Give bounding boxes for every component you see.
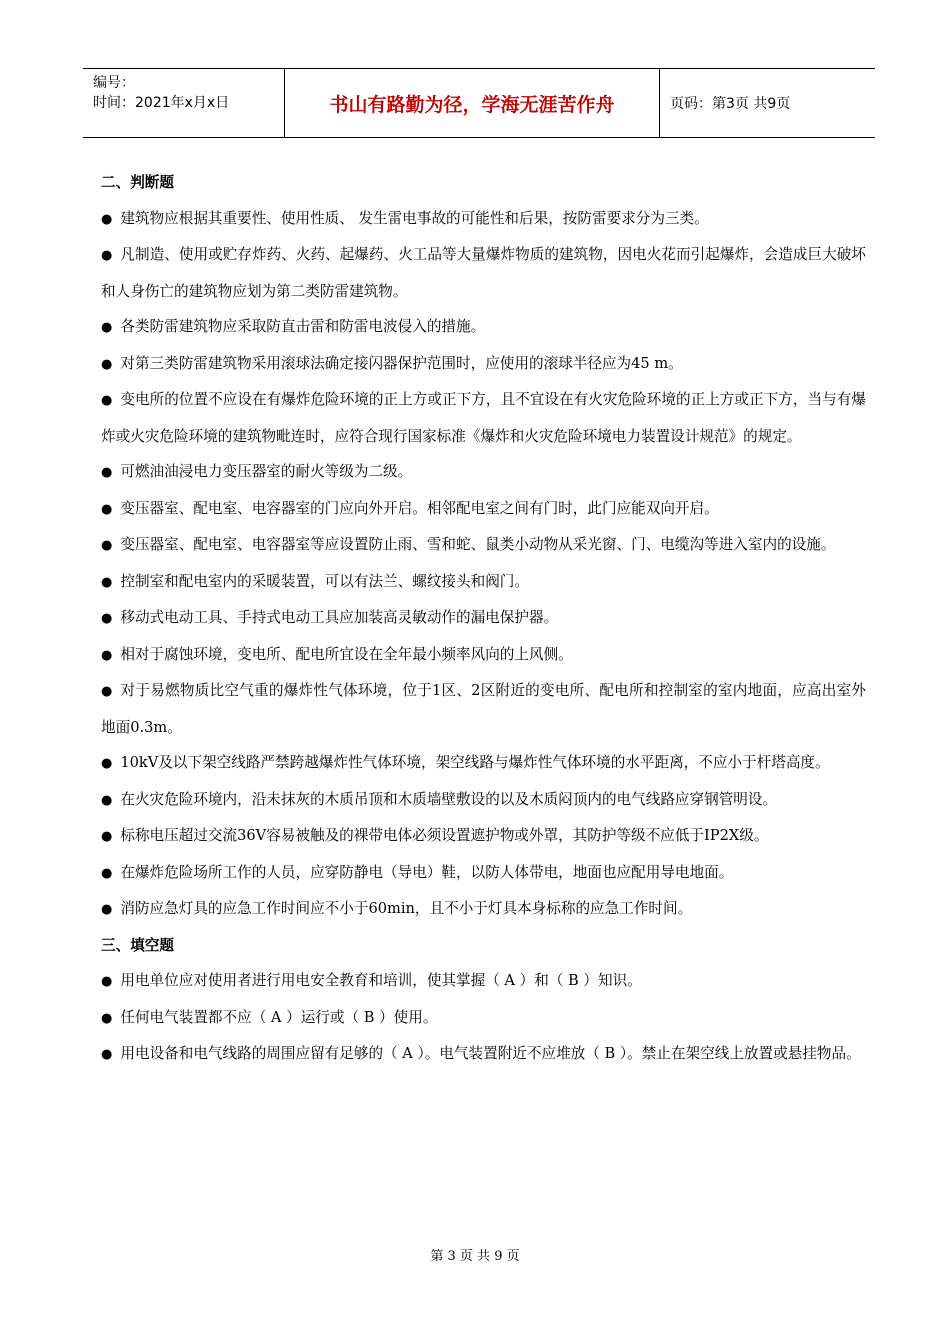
bullet-icon: ● (101, 1010, 113, 1026)
bullet-icon: ● (101, 211, 113, 227)
list-item (101, 201, 866, 238)
item-text: 相对于腐蚀环境，变电所、配电所宜设在全年最小频率风向的上风侧。 (120, 645, 573, 663)
bullet-icon: ● (101, 248, 113, 263)
list-item (101, 346, 866, 383)
header-page-label: 页码：第3页 共9页 (670, 96, 791, 112)
bullet-icon: ● (101, 792, 113, 808)
list-item (101, 637, 866, 674)
list-item (101, 600, 866, 637)
item-text: 在爆炸危险场所工作的人员，应穿防静电（导电）鞋，以防人体带电，地面也应配用导电地面。 (120, 863, 734, 881)
section-title: 三、填空题 (101, 936, 174, 954)
item-text: 对于易燃物质比空气重的爆炸性气体环境，位于1区、2区附近的变电所、配电所和控制室的室内地面，应高出室外地面0.3m。 (101, 682, 867, 736)
list-item (101, 745, 866, 782)
bullet-icon: ● (101, 902, 113, 917)
page-footer: 第 3 页 共 9 页 (430, 1249, 520, 1264)
item-text: 变压器室、配电室、电容器室等应设置防止雨、雪和蛇、鼠类小动物从采光窗、门、电缆沟等进入室内的设施。 (120, 536, 836, 553)
item-text: 对第三类防雷建筑物采用滚球法确定接闪器保护范围时，应使用的滚球半径应为45 m。 (120, 354, 683, 372)
item-text: 凡制造、使用或贮存炸药、火药、起爆药、火工品等大量爆炸物质的建筑物，因电火花而引起爆炸，会造成巨大破坏和人身伤亡的建筑物应划为第二类防雷建筑物。 (101, 246, 866, 300)
list-item (101, 818, 866, 855)
list-item (101, 382, 866, 454)
bullet-icon: ● (101, 647, 113, 663)
list-item (101, 564, 866, 601)
list-item (101, 855, 866, 892)
section-title: 二、判断题 (101, 174, 174, 191)
bullet-icon: ● (101, 465, 113, 480)
bullet-icon: ● (101, 1047, 113, 1062)
bullet-icon: ● (101, 574, 113, 590)
bullet-icon: ● (101, 538, 113, 553)
list-item (101, 309, 866, 346)
list-item (101, 454, 866, 491)
header-meta (83, 69, 285, 137)
item-text: 建筑物应根据其重要性、使用性质、 发生雷电事故的可能性和后果，按防雷要求分为三类。 (120, 209, 709, 227)
list-item (101, 963, 866, 1000)
list-item (101, 491, 866, 528)
item-text: 10kV及以下架空线路严禁跨越爆炸性气体环境，架空线路与爆炸性气体环境的水平距离，不应小于杆塔高度。 (120, 754, 830, 771)
list-item (101, 527, 866, 564)
item-text: 各类防雷建筑物应采取防直击雷和防雷电波侵入的措施。 (120, 318, 486, 335)
item-text: 用电单位应对使用者进行用电安全教育和培训，使其掌握（ A ）和（ B ）知识。 (120, 972, 642, 989)
item-text: 任何电气装置都不应（ A ）运行或（ B ）使用。 (120, 1008, 438, 1026)
item-text: 变电所的位置不应设在有爆炸危险环境的正上方或正下方，且不宜设在有火灾危险环境的正上方或正下方，当与有爆炸或火灾危险环境的建筑物毗连时，应符合现行国家标准《爆炸和火灾危险环境电力装置设计规范》的规定。 (101, 391, 866, 445)
bullet-icon: ● (101, 393, 113, 408)
list-item (101, 673, 866, 745)
list-item (101, 891, 866, 928)
item-text: 移动式电动工具、手持式电动工具应加装高灵敏动作的漏电保护器。 (120, 609, 559, 626)
bullet-icon: ● (101, 829, 113, 844)
number-label: 编号： (93, 75, 135, 91)
item-text: 用电设备和电气线路的周围应留有足够的（ A ）。电气装置附近不应堆放（ B ）。禁止在架空线上放置或悬挂物品。 (120, 1045, 861, 1062)
bullet-icon: ● (101, 974, 113, 989)
bullet-icon: ● (101, 865, 113, 881)
list-item (101, 237, 866, 309)
item-text: 在火灾危险环境内，沿未抹灰的木质吊顶和木质墙壁敷设的以及木质闷顶内的电气线路应穿钢管明设。 (120, 790, 778, 808)
header-table (83, 68, 875, 138)
item-text: 可燃油油浸电力变压器室的耐火等级为二级。 (120, 463, 413, 480)
list-item (101, 782, 866, 819)
list-item (101, 1036, 866, 1073)
bullet-icon: ● (101, 684, 113, 699)
bullet-icon: ● (101, 501, 113, 517)
item-text: 消防应急灯具的应急工作时间应不小于60min，且不小于灯具本身标称的应急工作时间。 (120, 900, 693, 917)
document-body (101, 165, 866, 1073)
item-text: 变压器室、配电室、电容器室的门应向外开启。相邻配电室之间有门时，此门应能双向开启。 (120, 499, 719, 517)
list-item (101, 1000, 866, 1037)
bullet-icon: ● (101, 320, 113, 335)
header-motto: 书山有路勤为径，学海无涯苦作舟 (285, 69, 660, 137)
item-text: 标称电压超过交流36V容易被触及的裸带电体必须设置遮护物或外罩，其防护等级不应低于IP2X级。 (120, 827, 769, 844)
bullet-icon: ● (101, 356, 113, 372)
time-label: 时间：2021年x月x日 (93, 95, 230, 111)
item-text: 控制室和配电室内的采暖装置，可以有法兰、螺纹接头和阀门。 (120, 572, 529, 590)
bullet-icon: ● (101, 756, 113, 771)
bullet-icon: ● (101, 611, 113, 626)
